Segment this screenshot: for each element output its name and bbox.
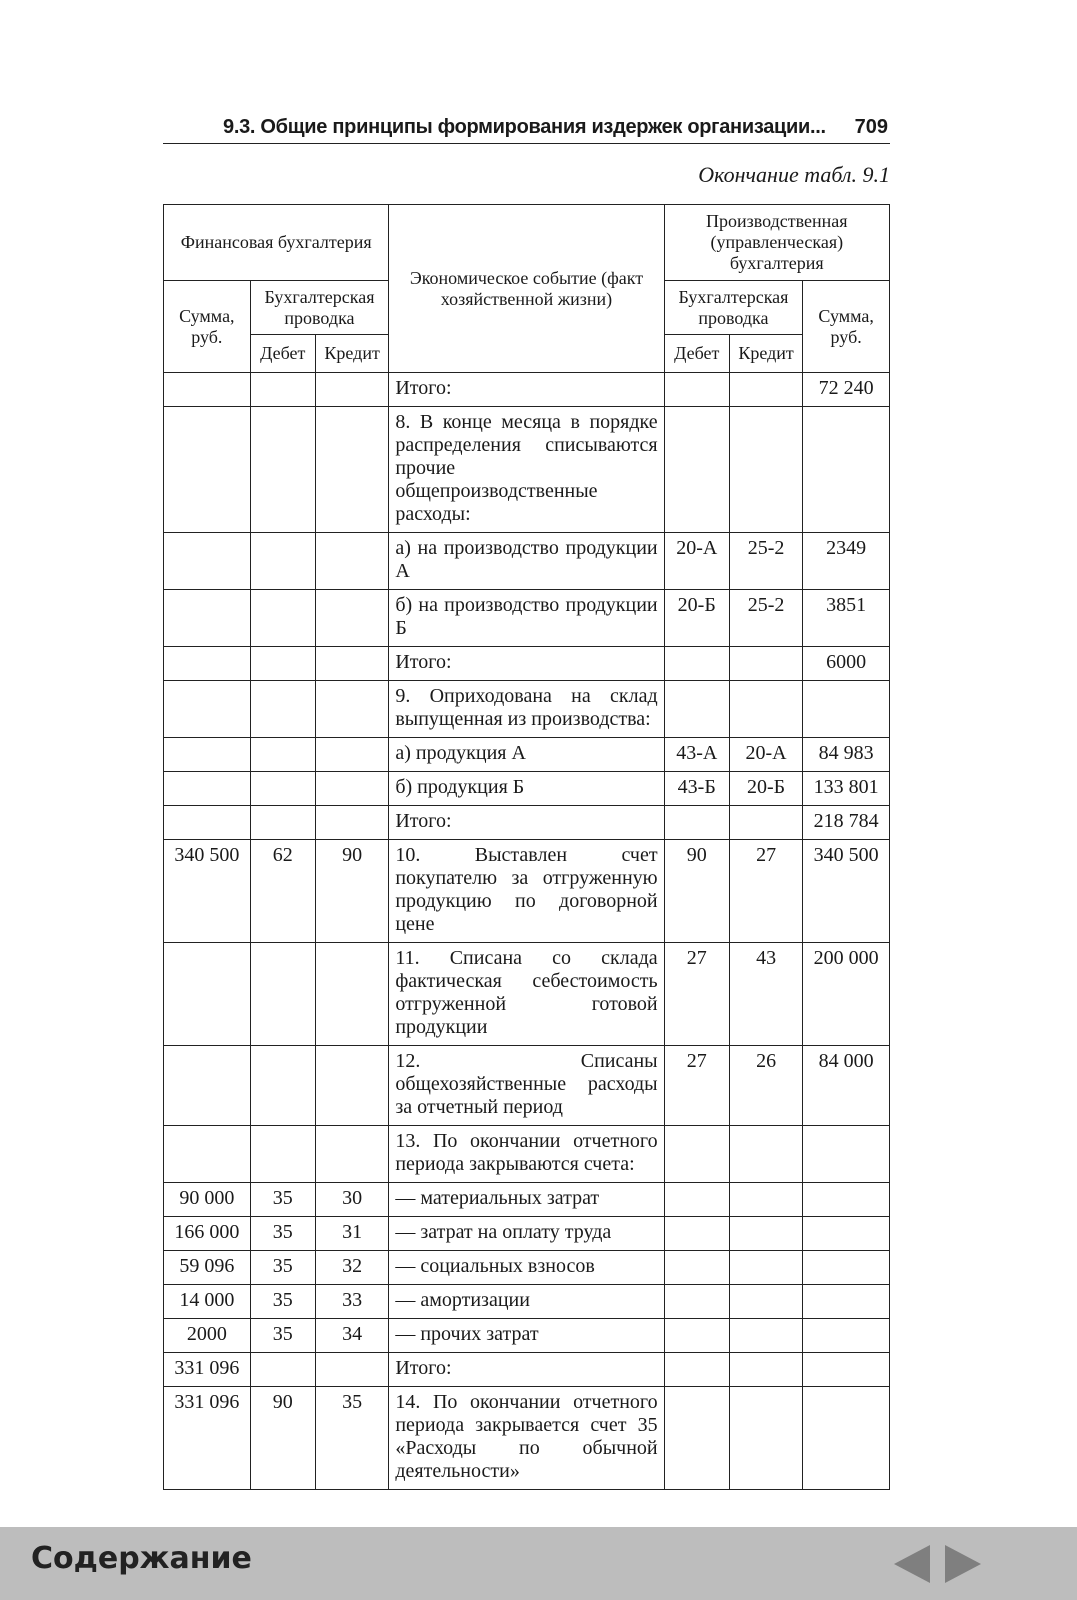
prod-sum-cell [803, 407, 890, 533]
event-cell: Итого: [389, 806, 664, 840]
prod-credit-cell [729, 1251, 802, 1285]
fin-sum-cell: 59 096 [164, 1251, 251, 1285]
prod-credit-cell [729, 1353, 802, 1387]
table-row [164, 681, 890, 738]
prod-debit-cell: 27 [664, 943, 729, 1046]
prod-sum-cell: 84 000 [803, 1046, 890, 1126]
prod-debit-cell: 20-А [664, 533, 729, 590]
fin-debit-cell [250, 1046, 315, 1126]
page-number: 709 [854, 116, 888, 138]
event-cell: 10. Выставлен счет покупателю за отгруженную продукцию по договорной цене [389, 840, 664, 943]
fin-sum-cell [164, 772, 251, 806]
prod-debit-cell [664, 1183, 729, 1217]
prod-credit-cell: 26 [729, 1046, 802, 1126]
prod-sum-cell [803, 1217, 890, 1251]
prod-sum-cell: 2349 [803, 533, 890, 590]
prod-credit-cell [729, 1217, 802, 1251]
fin-debit-cell [250, 647, 315, 681]
table-row [164, 943, 890, 1046]
prod-sum-cell [803, 1353, 890, 1387]
fin-sum-cell [164, 647, 251, 681]
event-cell: Итого: [389, 1353, 664, 1387]
prod-sum-cell [803, 1387, 890, 1490]
prod-sum-cell [803, 1126, 890, 1183]
event-cell: 9. Оприходована на склад выпущенная из производства: [389, 681, 664, 738]
production-sum-header: Сумма, руб. [803, 281, 890, 373]
table-row [164, 373, 890, 407]
table-row [164, 1285, 890, 1319]
prod-debit-cell: 20-Б [664, 590, 729, 647]
event-cell: а) продукция А [389, 738, 664, 772]
prod-debit-cell [664, 373, 729, 407]
table-row [164, 590, 890, 647]
fin-debit-cell: 35 [250, 1217, 315, 1251]
prod-debit-cell [664, 1285, 729, 1319]
prod-sum-cell: 218 784 [803, 806, 890, 840]
fin-sum-cell [164, 1046, 251, 1126]
financial-debit-header: Дебет [250, 335, 315, 373]
prod-credit-cell [729, 1183, 802, 1217]
fin-debit-cell [250, 772, 315, 806]
fin-credit-cell [315, 647, 388, 681]
prod-sum-cell: 340 500 [803, 840, 890, 943]
fin-debit-cell: 90 [250, 1387, 315, 1490]
fin-debit-cell [250, 806, 315, 840]
fin-credit-cell: 33 [315, 1285, 388, 1319]
fin-debit-cell [250, 590, 315, 647]
prod-credit-cell: 43 [729, 943, 802, 1046]
prod-debit-cell [664, 1319, 729, 1353]
fin-sum-cell [164, 943, 251, 1046]
previous-page-icon[interactable] [894, 1545, 930, 1583]
table-row [164, 407, 890, 533]
prod-credit-cell [729, 647, 802, 681]
prod-sum-cell: 200 000 [803, 943, 890, 1046]
fin-debit-cell [250, 407, 315, 533]
fin-debit-cell [250, 373, 315, 407]
fin-credit-cell: 31 [315, 1217, 388, 1251]
prod-sum-cell: 6000 [803, 647, 890, 681]
prod-sum-cell [803, 1251, 890, 1285]
prod-credit-cell: 20-Б [729, 772, 802, 806]
event-cell: — амортизации [389, 1285, 664, 1319]
event-cell: — прочих затрат [389, 1319, 664, 1353]
fin-sum-cell: 166 000 [164, 1217, 251, 1251]
fin-debit-cell: 35 [250, 1285, 315, 1319]
fin-credit-cell [315, 681, 388, 738]
fin-debit-cell: 35 [250, 1183, 315, 1217]
fin-debit-cell [250, 738, 315, 772]
prod-sum-cell [803, 1183, 890, 1217]
prod-sum-cell: 72 240 [803, 373, 890, 407]
event-cell: — материальных затрат [389, 1183, 664, 1217]
fin-credit-cell [315, 1126, 388, 1183]
financial-credit-header: Кредит [315, 335, 388, 373]
fin-sum-cell [164, 738, 251, 772]
fin-sum-cell: 14 000 [164, 1285, 251, 1319]
prod-credit-cell [729, 407, 802, 533]
prod-debit-cell: 43-Б [664, 772, 729, 806]
fin-sum-cell [164, 1126, 251, 1183]
prod-debit-cell [664, 1251, 729, 1285]
table-row [164, 1387, 890, 1490]
contents-link[interactable]: Содержание [31, 1541, 252, 1576]
event-cell: 11. Списана со склада фактическая себестоимость отгруженной готовой продукции [389, 943, 664, 1046]
fin-sum-cell [164, 681, 251, 738]
fin-credit-cell [315, 373, 388, 407]
fin-debit-cell: 62 [250, 840, 315, 943]
prod-credit-cell [729, 1285, 802, 1319]
table-row [164, 1353, 890, 1387]
event-cell: б) на производство продукции Б [389, 590, 664, 647]
fin-debit-cell [250, 533, 315, 590]
prod-debit-cell [664, 806, 729, 840]
fin-credit-cell: 34 [315, 1319, 388, 1353]
prod-debit-cell [664, 681, 729, 738]
table-row [164, 840, 890, 943]
prod-credit-cell: 20-А [729, 738, 802, 772]
table-row [164, 1319, 890, 1353]
prod-debit-cell [664, 1387, 729, 1490]
fin-credit-cell [315, 1046, 388, 1126]
prod-credit-cell [729, 373, 802, 407]
fin-credit-cell [315, 1353, 388, 1387]
prod-credit-cell [729, 1126, 802, 1183]
fin-credit-cell [315, 772, 388, 806]
fin-debit-cell [250, 681, 315, 738]
production-accounting-header: Производственная (управленческая) бухгалтерия [664, 205, 889, 281]
fin-sum-cell [164, 806, 251, 840]
table-caption: Окончание табл. 9.1 [698, 162, 890, 187]
fin-credit-cell [315, 806, 388, 840]
page-header [163, 114, 890, 144]
fin-debit-cell: 35 [250, 1251, 315, 1285]
fin-sum-cell [164, 533, 251, 590]
prod-sum-cell [803, 681, 890, 738]
fin-credit-cell: 90 [315, 840, 388, 943]
fin-credit-cell: 30 [315, 1183, 388, 1217]
financial-entry-header: Бухгалтерская проводка [250, 281, 389, 335]
fin-sum-cell: 340 500 [164, 840, 251, 943]
accounting-table [163, 204, 890, 1490]
fin-credit-cell [315, 407, 388, 533]
production-debit-header: Дебет [664, 335, 729, 373]
event-cell: 13. По окончании отчетного периода закрываются счета: [389, 1126, 664, 1183]
fin-sum-cell [164, 373, 251, 407]
footer-bar [0, 1527, 1077, 1600]
prod-debit-cell [664, 1353, 729, 1387]
production-credit-header: Кредит [729, 335, 802, 373]
financial-accounting-header: Финансовая бухгалтерия [164, 205, 389, 281]
table-row [164, 806, 890, 840]
prod-sum-cell [803, 1285, 890, 1319]
table-body [164, 373, 890, 1490]
fin-sum-cell: 2000 [164, 1319, 251, 1353]
table-row [164, 738, 890, 772]
prod-credit-cell [729, 681, 802, 738]
fin-credit-cell [315, 738, 388, 772]
prod-debit-cell [664, 1217, 729, 1251]
fin-credit-cell [315, 943, 388, 1046]
fin-credit-cell: 32 [315, 1251, 388, 1285]
prod-debit-cell: 27 [664, 1046, 729, 1126]
fin-credit-cell: 35 [315, 1387, 388, 1490]
prod-debit-cell [664, 647, 729, 681]
event-cell: Итого: [389, 373, 664, 407]
table-row [164, 1251, 890, 1285]
prod-debit-cell [664, 1126, 729, 1183]
event-cell: б) продукция Б [389, 772, 664, 806]
event-cell: 12. Списаны общехозяйственные расходы за отчетный период [389, 1046, 664, 1126]
fin-sum-cell: 90 000 [164, 1183, 251, 1217]
event-cell: — затрат на оплату труда [389, 1217, 664, 1251]
table-row [164, 1183, 890, 1217]
prod-debit-cell [664, 407, 729, 533]
table-row [164, 1217, 890, 1251]
fin-credit-cell [315, 590, 388, 647]
fin-credit-cell [315, 533, 388, 590]
economic-event-header: Экономическое событие (факт хозяйственной жизни) [389, 205, 664, 373]
fin-sum-cell: 331 096 [164, 1353, 251, 1387]
prod-debit-cell: 43-А [664, 738, 729, 772]
table-row [164, 1126, 890, 1183]
prod-credit-cell: 25-2 [729, 590, 802, 647]
event-cell: 14. По окончании отчетного периода закрывается счет 35 «Расходы по обычной деятельности» [389, 1387, 664, 1490]
prod-sum-cell: 84 983 [803, 738, 890, 772]
table-row [164, 772, 890, 806]
prod-sum-cell [803, 1319, 890, 1353]
prod-sum-cell: 133 801 [803, 772, 890, 806]
production-entry-header: Бухгалтерская проводка [664, 281, 803, 335]
prod-credit-cell: 25-2 [729, 533, 802, 590]
fin-sum-cell [164, 590, 251, 647]
prod-credit-cell [729, 1387, 802, 1490]
fin-sum-cell: 331 096 [164, 1387, 251, 1490]
financial-sum-header: Сумма, руб. [164, 281, 251, 373]
event-cell: а) на производство продукции А [389, 533, 664, 590]
fin-debit-cell: 35 [250, 1319, 315, 1353]
event-cell: — социальных взносов [389, 1251, 664, 1285]
fin-sum-cell [164, 407, 251, 533]
fin-debit-cell [250, 943, 315, 1046]
prod-credit-cell: 27 [729, 840, 802, 943]
fin-debit-cell [250, 1126, 315, 1183]
table-row [164, 533, 890, 590]
prod-credit-cell [729, 1319, 802, 1353]
running-title: 9.3. Общие принципы формирования издержек организации... [223, 116, 826, 138]
prod-credit-cell [729, 806, 802, 840]
event-cell: Итого: [389, 647, 664, 681]
table-row [164, 1046, 890, 1126]
table-row [164, 647, 890, 681]
next-page-icon[interactable] [945, 1545, 981, 1583]
event-cell: 8. В конце месяца в порядке распределения списываются прочие общепроизводственные расходы: [389, 407, 664, 533]
fin-debit-cell [250, 1353, 315, 1387]
prod-sum-cell: 3851 [803, 590, 890, 647]
prod-debit-cell: 90 [664, 840, 729, 943]
